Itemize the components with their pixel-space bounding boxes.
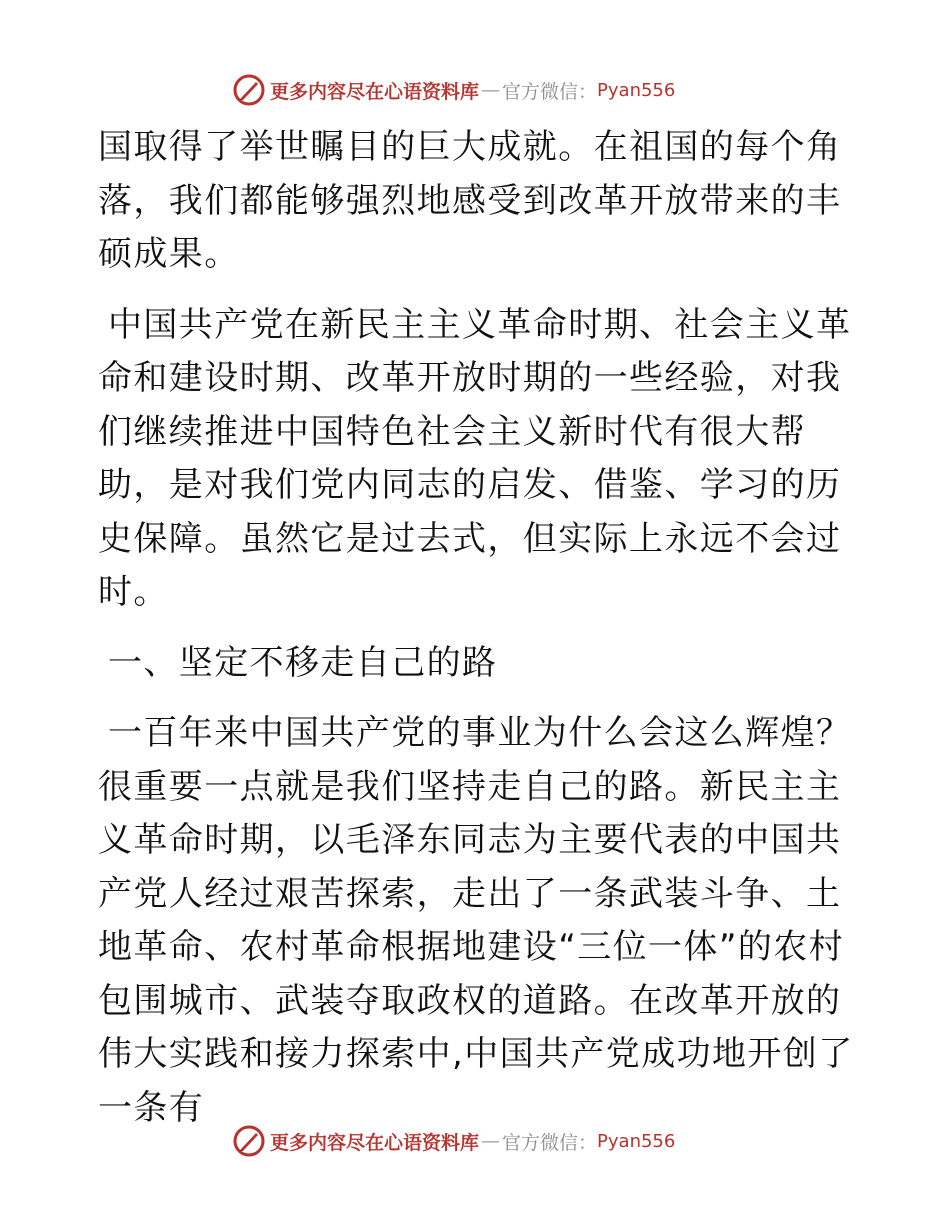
watermark-wechat-id: Pyan556 — [597, 79, 676, 101]
paragraph-gap — [98, 690, 858, 707]
paragraph-own-path: 一百年来中国共产党的事业为什么会这么辉煌？很重要一点就是我们坚持走自己的路。新民主主义革命时期，以毛泽东同志为主要代表的中国共产党人经过艰苦探索，走出了一条武装斗争、土地革命、农村革命根据地建设“三位一体”的农村包围城市、武装夺取政权的道路。在改革开放的伟大实践和接力探索中,中国共产党成功地开创了一条有 — [98, 713, 854, 1128]
footer-watermark — [232, 1121, 752, 1161]
paragraph-gap — [98, 620, 858, 637]
watermark-wechat-id: Pyan556 — [597, 1130, 676, 1152]
paragraph-experience: 中国共产党在新民主主义革命时期、社会主义革命和建设时期、改革开放时期的一些经验，对我们继续推进中国特色社会主义新时代有很大帮助，是对我们党内同志的启发、借鉴、学习的历史保障。虽然它是过去式，但实际上永远不会过时。 — [98, 304, 852, 612]
quill-logo-icon — [232, 1124, 266, 1158]
paragraph-continuation: 国取得了举世瞩目的巨大成就。在祖国的每个角落，我们都能够强烈地感受到改革开放带来的丰硕成果。 — [98, 127, 842, 274]
watermark-site-text: 更多内容尽在心语资料库 — [270, 80, 480, 103]
section-heading: 一、坚定不移走自己的路 — [108, 642, 498, 683]
paragraph-gap — [98, 282, 858, 299]
watermark-dash: — — [481, 1130, 501, 1152]
quill-logo-icon — [232, 73, 266, 107]
watermark-label: 官方微信： — [502, 1131, 598, 1154]
watermark-dash: — — [481, 79, 501, 101]
document-body — [98, 121, 858, 1135]
watermark-label: 官方微信： — [502, 80, 598, 103]
header-watermark — [232, 70, 752, 110]
watermark-site-text: 更多内容尽在心语资料库 — [270, 1131, 480, 1154]
